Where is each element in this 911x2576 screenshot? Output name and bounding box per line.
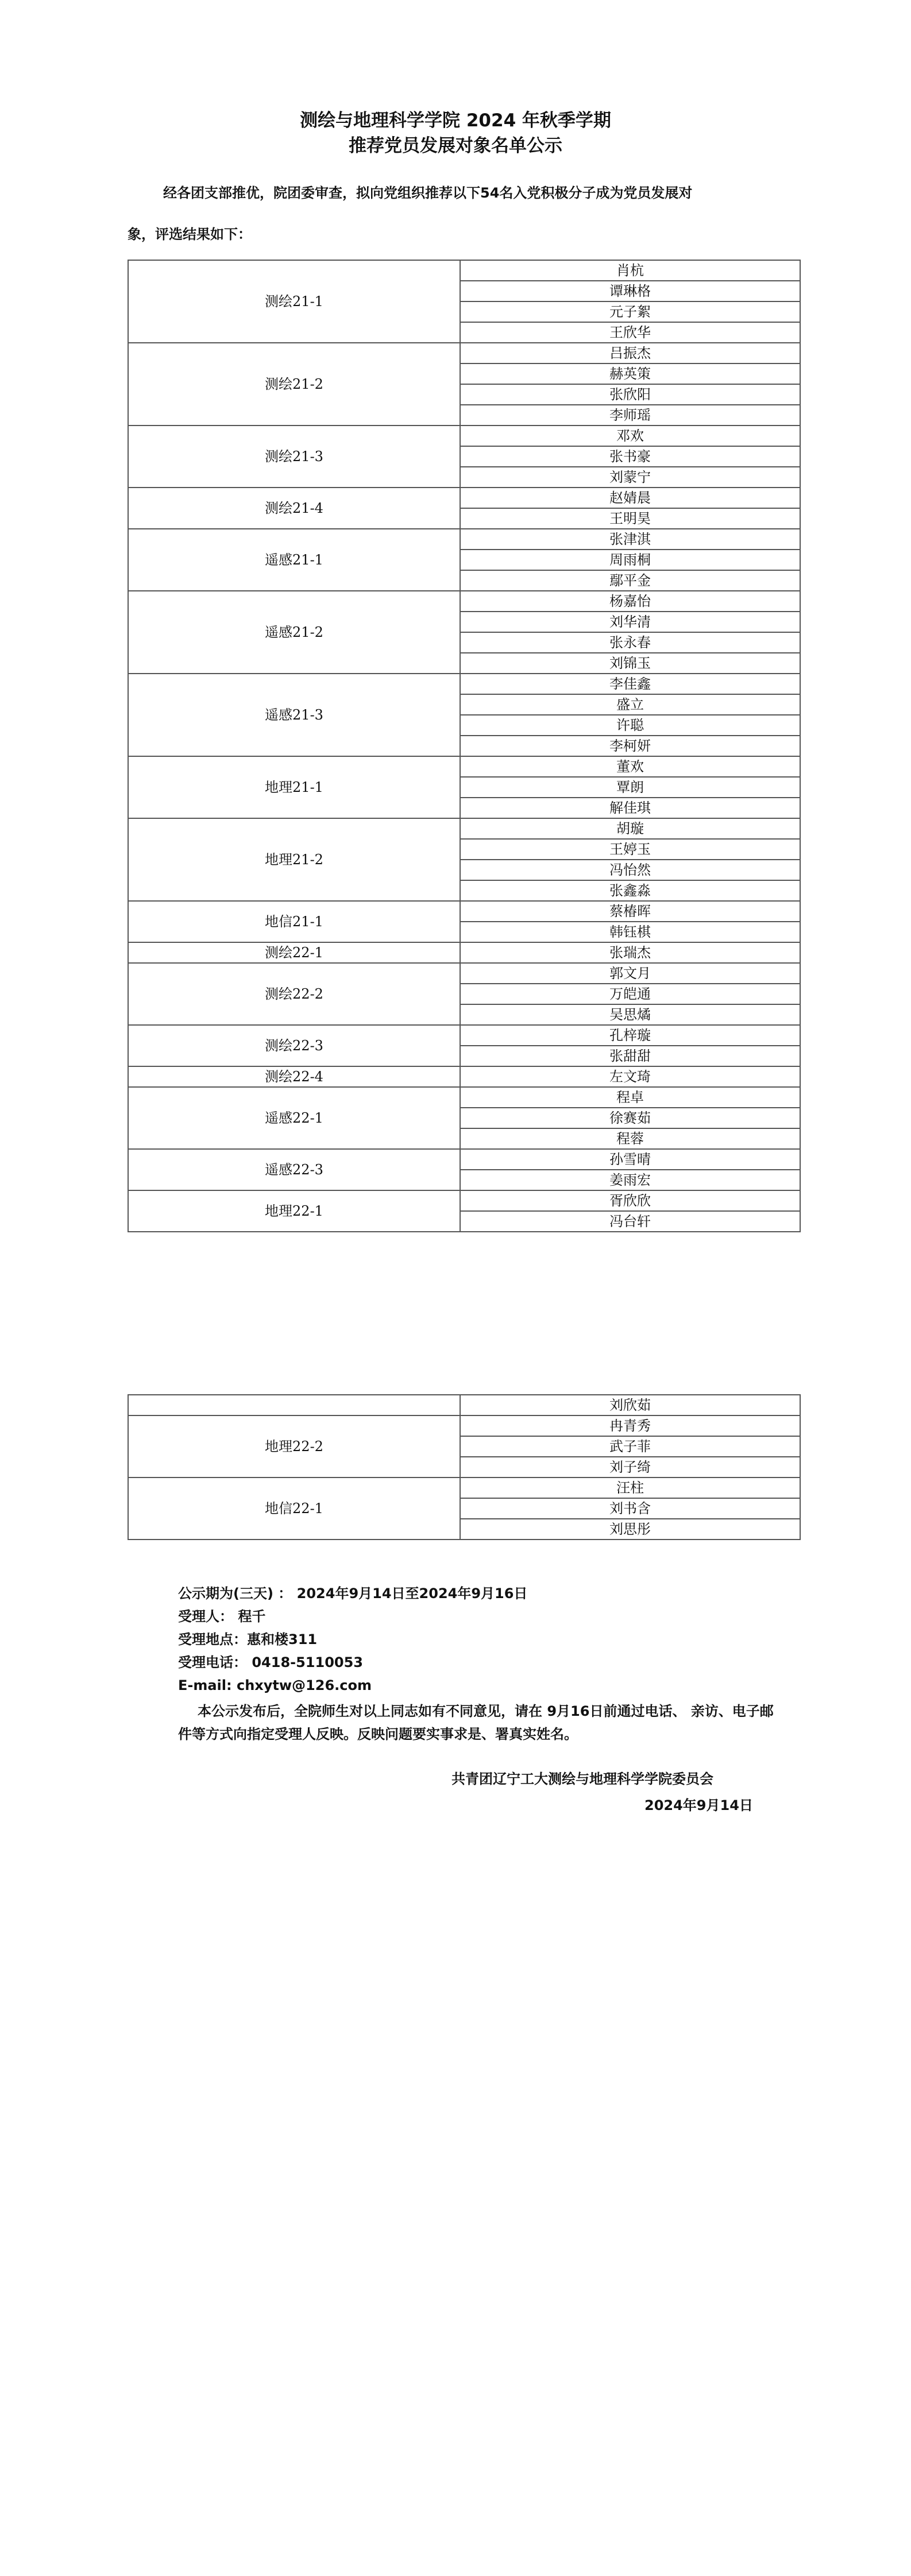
candidate-name-cell: 胡璇: [460, 818, 800, 839]
candidate-name-cell: 张永春: [460, 632, 800, 653]
class-group-cell: 测绘22-4: [128, 1066, 460, 1087]
class-group-cell: 地理21-2: [128, 818, 460, 901]
candidate-name-cell: 刘锦玉: [460, 653, 800, 674]
table-row: [128, 674, 800, 694]
document-title-line2: 推荐党员发展对象名单公示: [349, 136, 562, 156]
class-group-cell: [128, 1395, 460, 1415]
table-row: [128, 529, 800, 550]
class-group-cell: 遥感21-1: [128, 529, 460, 591]
candidate-name-cell: 盛立: [460, 694, 800, 715]
candidate-name-cell: 周雨桐: [460, 550, 800, 570]
candidate-name-cell: 姜雨宏: [460, 1170, 800, 1190]
candidate-name-cell: 孔梓璇: [460, 1025, 800, 1046]
candidate-name-cell: 刘书含: [460, 1498, 800, 1519]
candidate-name-cell: 元子絮: [460, 301, 800, 322]
candidate-name-cell: 覃朗: [460, 777, 800, 798]
notice-contact-person: 受理人： 程千: [178, 1608, 266, 1624]
candidate-name-cell: 胥欣欣: [460, 1190, 800, 1211]
candidate-name-cell: 冯怡然: [460, 860, 800, 880]
candidate-name-cell: 张津淇: [460, 529, 800, 550]
intro-paragraph-line1: 经各团支部推优，院团委审查，拟向党组织推荐以下54名入党积极分子成为党员发展对: [163, 185, 693, 201]
candidate-name-cell: 程蓉: [460, 1128, 800, 1149]
table-row: [128, 818, 800, 839]
table-row: [128, 756, 800, 777]
table-row: [128, 1190, 800, 1211]
table-row: [128, 343, 800, 363]
class-group-cell: 测绘22-1: [128, 942, 460, 963]
candidate-name-cell: 万皑通: [460, 984, 800, 1004]
class-group-cell: 遥感22-1: [128, 1087, 460, 1149]
candidate-name-cell: 武子菲: [460, 1436, 800, 1457]
table-row: [128, 901, 800, 922]
notice-phone: 受理电话： 0418-5110053: [178, 1654, 364, 1670]
candidate-name-cell: 解佳琪: [460, 798, 800, 818]
table-row: [128, 488, 800, 508]
table-row: [128, 942, 800, 963]
class-group-cell: 测绘22-2: [128, 963, 460, 1025]
table-row: [128, 260, 800, 281]
class-group-cell: 测绘21-4: [128, 488, 460, 529]
candidate-name-cell: 张瑞杰: [460, 942, 800, 963]
candidate-name-cell: 鄢平金: [460, 570, 800, 591]
candidate-name-cell: 吕振杰: [460, 343, 800, 363]
candidate-name-cell: 冯台轩: [460, 1211, 800, 1232]
signature-date: 2024年9月14日: [644, 1797, 753, 1813]
candidate-table-page1: [128, 260, 801, 1232]
candidate-name-cell: 刘华清: [460, 612, 800, 632]
table-row: [128, 1087, 800, 1108]
notice-info-block: [178, 1582, 781, 1697]
candidate-name-cell: 赵婧晨: [460, 488, 800, 508]
class-group-cell: 地信21-1: [128, 901, 460, 942]
class-group-cell: 地理21-1: [128, 756, 460, 818]
candidate-name-cell: 李佳鑫: [460, 674, 800, 694]
table-row: [128, 426, 800, 446]
class-group-cell: 地理22-1: [128, 1190, 460, 1232]
candidate-name-cell: 李柯妍: [460, 736, 800, 756]
notice-location: 受理地点：惠和楼311: [178, 1631, 318, 1647]
candidate-name-cell: 王婷玉: [460, 839, 800, 860]
candidate-name-cell: 刘蒙宁: [460, 467, 800, 488]
candidate-name-cell: 左文琦: [460, 1066, 800, 1087]
candidate-name-cell: 郭文月: [460, 963, 800, 984]
candidate-name-cell: 孙雪晴: [460, 1149, 800, 1170]
table-row: [128, 591, 800, 612]
candidate-name-cell: 吴思燏: [460, 1004, 800, 1025]
candidate-name-cell: 蔡椿晖: [460, 901, 800, 922]
notice-paragraph: 本公示发布后，全院师生对以上同志如有不同意见，请在 9月16日前通过电话、 亲访、电子邮件等方式向指定受理人反映。反映问题要实事求是、署真实姓名。: [178, 1703, 774, 1742]
candidate-name-cell: 刘子绮: [460, 1457, 800, 1477]
notice-period: 公示期为(三天) ： 2024年9月14日至2024年9月16日: [178, 1585, 528, 1602]
candidate-name-cell: 刘欣茹: [460, 1395, 800, 1415]
candidate-name-cell: 王欣华: [460, 322, 800, 343]
candidate-name-cell: 李师瑶: [460, 405, 800, 426]
candidate-table-page2: [128, 1394, 801, 1540]
table-row: [128, 1149, 800, 1170]
class-group-cell: 测绘22-3: [128, 1025, 460, 1066]
class-group-cell: 测绘21-1: [128, 260, 460, 343]
candidate-name-cell: 张甜甜: [460, 1046, 800, 1066]
class-group-cell: 遥感21-2: [128, 591, 460, 674]
candidate-name-cell: 肖杭: [460, 260, 800, 281]
table-row: [128, 1066, 800, 1087]
intro-paragraph-line2: 象，评选结果如下：: [128, 226, 252, 242]
candidate-name-cell: 谭琳格: [460, 281, 800, 301]
candidate-name-cell: 张欣阳: [460, 384, 800, 405]
class-group-cell: 地信22-1: [128, 1477, 460, 1540]
candidate-name-cell: 程卓: [460, 1087, 800, 1108]
candidate-name-cell: 冉青秀: [460, 1415, 800, 1436]
candidate-name-cell: 赫英策: [460, 363, 800, 384]
notice-email: E-mail: chxytw@126.com: [178, 1677, 372, 1693]
table-row: [128, 1415, 800, 1436]
signature-organization: 共青团辽宁工大测绘与地理科学学院委员会: [451, 1771, 713, 1787]
document-title-line1: 测绘与地理科学学院 2024 年秋季学期: [300, 110, 611, 131]
candidate-name-cell: 许聪: [460, 715, 800, 736]
table-row: [128, 1395, 800, 1415]
candidate-name-cell: 董欢: [460, 756, 800, 777]
class-group-cell: 测绘21-3: [128, 426, 460, 488]
candidate-name-cell: 韩钰棋: [460, 922, 800, 942]
candidate-name-cell: 汪柱: [460, 1477, 800, 1498]
candidate-name-cell: 张书豪: [460, 446, 800, 467]
class-group-cell: 遥感21-3: [128, 674, 460, 756]
candidate-name-cell: 邓欢: [460, 426, 800, 446]
class-group-cell: 地理22-2: [128, 1415, 460, 1477]
candidate-name-cell: 刘思彤: [460, 1519, 800, 1540]
table-row: [128, 1477, 800, 1498]
table-row: [128, 963, 800, 984]
candidate-name-cell: 徐赛茹: [460, 1108, 800, 1128]
class-group-cell: 测绘21-2: [128, 343, 460, 426]
table-row: [128, 1025, 800, 1046]
class-group-cell: 遥感22-3: [128, 1149, 460, 1190]
candidate-name-cell: 王明昊: [460, 508, 800, 529]
candidate-name-cell: 杨嘉怡: [460, 591, 800, 612]
candidate-name-cell: 张鑫淼: [460, 880, 800, 901]
